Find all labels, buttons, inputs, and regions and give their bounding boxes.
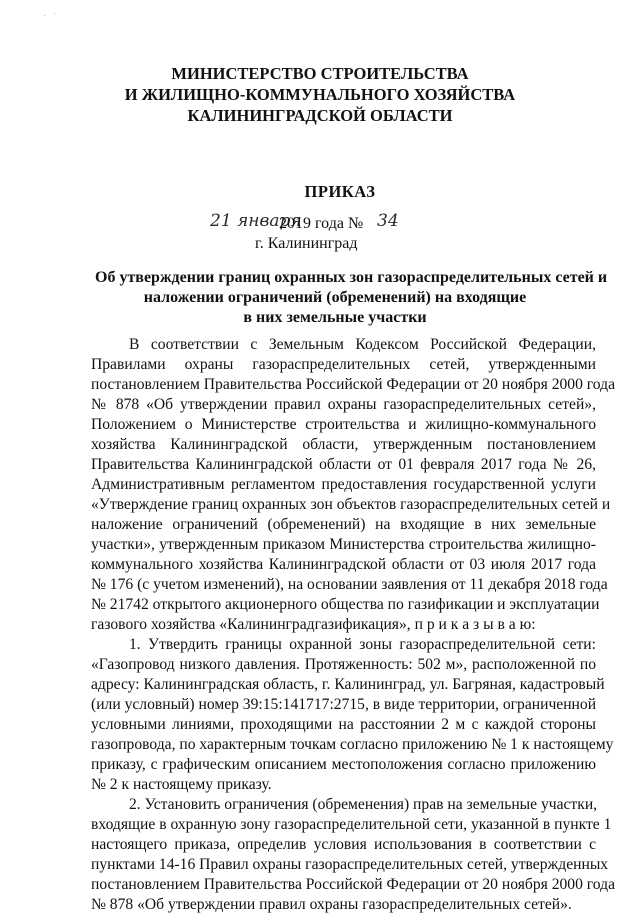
order-date-line	[195, 211, 425, 236]
paragraph-line: адресу: Калининградская область, г. Калининград, ул. Багряная, кадастровый	[91, 676, 605, 693]
paragraph-line: «Утверждение границ охранных зон объектов газораспределительных сетей и	[91, 496, 611, 513]
order-subject	[95, 268, 608, 328]
paragraph-line: (или условный) номер 39:15:141717:2715, в виде территории, ограниченной	[91, 696, 597, 713]
paragraph-line: № 21742 открытого акционерного общества по газификации и эксплуатации	[91, 596, 600, 613]
order-title: ПРИКАЗ	[304, 182, 376, 201]
paragraph-line: № 878 «Об утверждении правил охраны газораспределительных сетей»,	[91, 396, 596, 413]
paragraph-line: № 878 «Об утверждении правил охраны газораспределительных сетей».	[91, 896, 572, 913]
paragraph-line: Правилами охраны газораспределительных сетей, утвержденными	[91, 356, 596, 373]
paragraph-line: постановлением Правительства Российской Федерации от 20 ноября 2000 года	[91, 876, 615, 893]
handwritten-order-number: 34	[377, 211, 399, 231]
paragraph-line: коммунального хозяйства Калининградской области от 03 июля 2017 года	[91, 556, 596, 573]
ministry-line: МИНИСТЕРСТВО СТРОИТЕЛЬСТВА	[171, 64, 469, 83]
scan-corner-mark: . ·	[44, 10, 59, 18]
paragraph-line: хозяйства Калининградской области, утвержденным постановлением	[91, 436, 596, 453]
paragraph	[91, 635, 614, 795]
order-year-text: 2019 года №	[279, 215, 364, 232]
paragraph-line: газового хозяйства «Калининградгазификация», п р и к а з ы в а ю:	[91, 616, 536, 633]
paragraph-line: Правительства Калининградской области от 01 февраля 2017 года № 26,	[91, 456, 596, 473]
paragraph	[91, 795, 615, 915]
ministry-line: КАЛИНИНГРАДСКОЙ ОБЛАСТИ	[187, 106, 453, 125]
paragraph-line: входящие в охранную зону газораспределительной сети, указанной в пункте 1	[91, 816, 612, 833]
paragraph-line: № 176 (с учетом изменений), на основании заявления от 11 декабря 2018 года	[91, 576, 608, 593]
paragraph-line: постановлением Правительства Российской Федерации от 20 ноября 2000 года	[91, 376, 615, 393]
paragraph-line: настоящего приказа, определив условия использования в соответствии с	[91, 836, 596, 853]
paragraph-line: 1. Утвердить границы охранной зоны газораспределительной сети:	[129, 636, 596, 653]
ministry-header	[110, 63, 530, 126]
ministry-line: И ЖИЛИЩНО-КОММУНАЛЬНОГО ХОЗЯЙСТВА	[124, 85, 516, 104]
subject-line: наложении ограничений (обременений) на входящие	[143, 289, 527, 306]
paragraph-line: В соответствии с Земельным Кодексом Российской Федерации,	[129, 336, 596, 353]
order-city: г. Калининград	[255, 235, 358, 252]
order-body	[91, 335, 615, 915]
paragraph-line: пунктами 14-16 Правил охраны газораспределительных сетей, утвержденных	[91, 856, 609, 873]
paragraph-line: участки», утвержденным приказом Министерства строительства жилищно-	[91, 536, 596, 553]
subject-line: в них земельные участки	[243, 309, 427, 326]
paragraph-line: Положением о Министерстве строительства и жилищно-коммунального	[91, 416, 596, 433]
paragraph-line: приказу, с графическим описанием местоположения согласно приложению	[91, 756, 596, 773]
paragraph	[91, 335, 615, 635]
paragraph-line: условными линиями, проходящими на расстоянии 2 м с каждой стороны	[91, 716, 596, 733]
paragraph-line: наложение ограничений (обременений) на входящие в них земельные	[91, 516, 596, 533]
handwritten-date: 21 января	[210, 211, 302, 231]
paragraph-line: «Газопровод низкого давления. Протяженность: 502 м», расположенной по	[91, 656, 596, 673]
paragraph-line: Административным регламентом предоставления государственной услуги	[91, 476, 596, 493]
paragraph-line: 2. Установить ограничения (обременения) прав на земельные участки,	[129, 796, 598, 813]
subject-line: Об утверждении границ охранных зон газораспределительных сетей и	[95, 269, 608, 286]
paragraph-line: № 2 к настоящему приказу.	[91, 776, 272, 793]
paragraph-line: газопровода, по характерным точкам согласно приложению № 1 к настоящему	[91, 736, 614, 753]
